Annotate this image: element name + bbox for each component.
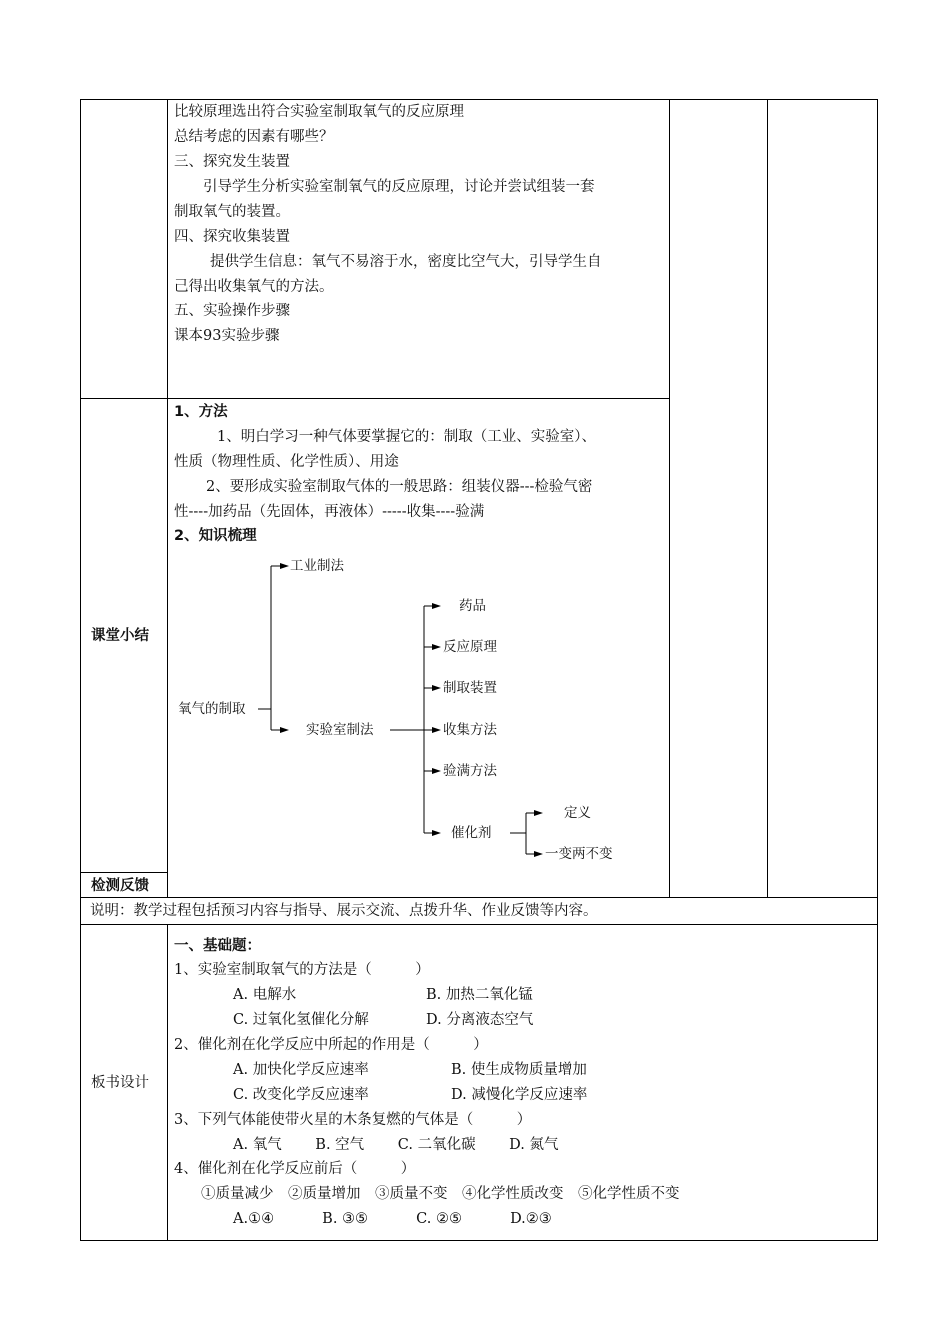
diagram-item-catalyst: 催化剂 — [451, 825, 492, 841]
arrowhead-check — [432, 768, 441, 774]
summary-method-2a: 2、要形成实验室制取气体的一般思路：组装仪器---检验气密 — [206, 479, 593, 495]
arrowhead-catalyst — [432, 830, 441, 836]
arrowhead-industrial — [280, 563, 289, 569]
diagram-catalyst-definition: 定义 — [564, 805, 591, 821]
question-1-option-c: C. 过氧化氢催化分解 — [233, 1012, 369, 1028]
diagram-item-apparatus: 制取装置 — [443, 680, 497, 696]
question-4-items: ①质量减少 ②质量增加 ③质量不变 ④化学性质改变 ⑤化学性质不变 — [201, 1186, 680, 1202]
question-1-option-d: D. 分离液态空气 — [426, 1012, 534, 1028]
board-heading: 一、基础题： — [174, 938, 261, 954]
question-2-option-a: A. 加快化学反应速率 — [233, 1062, 369, 1078]
diagram-item-drugs: 药品 — [459, 598, 486, 614]
diagram-industrial: 工业制法 — [290, 558, 344, 574]
top-line-1: 比较原理选出符合实验室制取氧气的反应原理 — [174, 104, 464, 120]
question-2-option-b: B. 使生成物质量增加 — [451, 1062, 587, 1078]
question-2-option-d: D. 减慢化学反应速率 — [451, 1087, 588, 1103]
question-1-option-b: B. 加热二氧化锰 — [426, 987, 533, 1003]
diagram-item-principle: 反应原理 — [443, 639, 497, 655]
summary-heading-method: 1、方法 — [174, 404, 228, 420]
top-line-4: 引导学生分析实验室制氧气的反应原理，讨论并尝试组装一套 — [203, 179, 595, 195]
diagram-catalyst-invariance: 一变两不变 — [545, 846, 613, 862]
arrowhead-lab — [280, 727, 289, 733]
arrowhead-collection — [432, 727, 441, 733]
arrowhead-definition — [534, 810, 543, 816]
diagram-item-check: 验满方法 — [443, 763, 497, 779]
diagram-item-collection: 收集方法 — [443, 722, 497, 738]
question-3-options: A. 氧气 B. 空气 C. 二氧化碳 D. 氮气 — [233, 1137, 559, 1153]
top-line-7: 提供学生信息：氧气不易溶于水，密度比空气大，引导学生自 — [210, 254, 602, 270]
top-line-6: 四、探究收集装置 — [174, 229, 290, 245]
top-line-5: 制取氧气的装置。 — [174, 204, 290, 220]
question-4: 4、催化剂在化学反应前后（ ） — [174, 1161, 416, 1177]
question-1-option-a: A. 电解水 — [233, 987, 297, 1003]
summary-method-1b: 性质（物理性质、化学性质）、用途 — [174, 454, 399, 470]
question-3: 3、下列气体能使带火星的木条复燃的气体是（ ） — [174, 1112, 532, 1128]
top-line-3: 三、探究发生装置 — [174, 154, 290, 170]
top-line-2: 总结考虑的因素有哪些？ — [174, 129, 334, 145]
question-4-options: A.①④ B. ③⑤ C. ②⑤ D.②③ — [233, 1211, 552, 1227]
question-2-option-c: C. 改变化学反应速率 — [233, 1087, 369, 1103]
summary-method-2b: 性----加药品（先固体，再液体）-----收集----验满 — [174, 504, 485, 520]
top-line-9: 五、实验操作步骤 — [174, 303, 290, 319]
top-line-10: 课本93实验步骤 — [174, 328, 280, 344]
question-1: 1、实验室制取氧气的方法是（ ） — [174, 962, 430, 978]
note-text: 说明：教学过程包括预习内容与指导、展示交流、点拨升华、作业反馈等内容。 — [90, 903, 598, 919]
summary-method-1a: 1、明白学习一种气体要掌握它的：制取（工业、实验室）、 — [217, 429, 596, 445]
summary-label: 课堂小结 — [91, 628, 149, 644]
diagram-root: 氧气的制取 — [178, 701, 246, 717]
summary-heading-knowledge: 2、知识梳理 — [174, 528, 257, 544]
arrowhead-drugs — [432, 603, 441, 609]
arrowhead-principle — [432, 644, 441, 650]
board-label: 板书设计 — [91, 1075, 149, 1091]
arrowhead-invariance — [534, 851, 543, 857]
question-2: 2、催化剂在化学反应中所起的作用是（ ） — [174, 1037, 488, 1053]
top-line-8: 己得出收集氧气的方法。 — [174, 279, 334, 295]
arrowhead-apparatus — [432, 685, 441, 691]
feedback-label: 检测反馈 — [91, 878, 149, 894]
diagram-lab: 实验室制法 — [306, 722, 374, 738]
